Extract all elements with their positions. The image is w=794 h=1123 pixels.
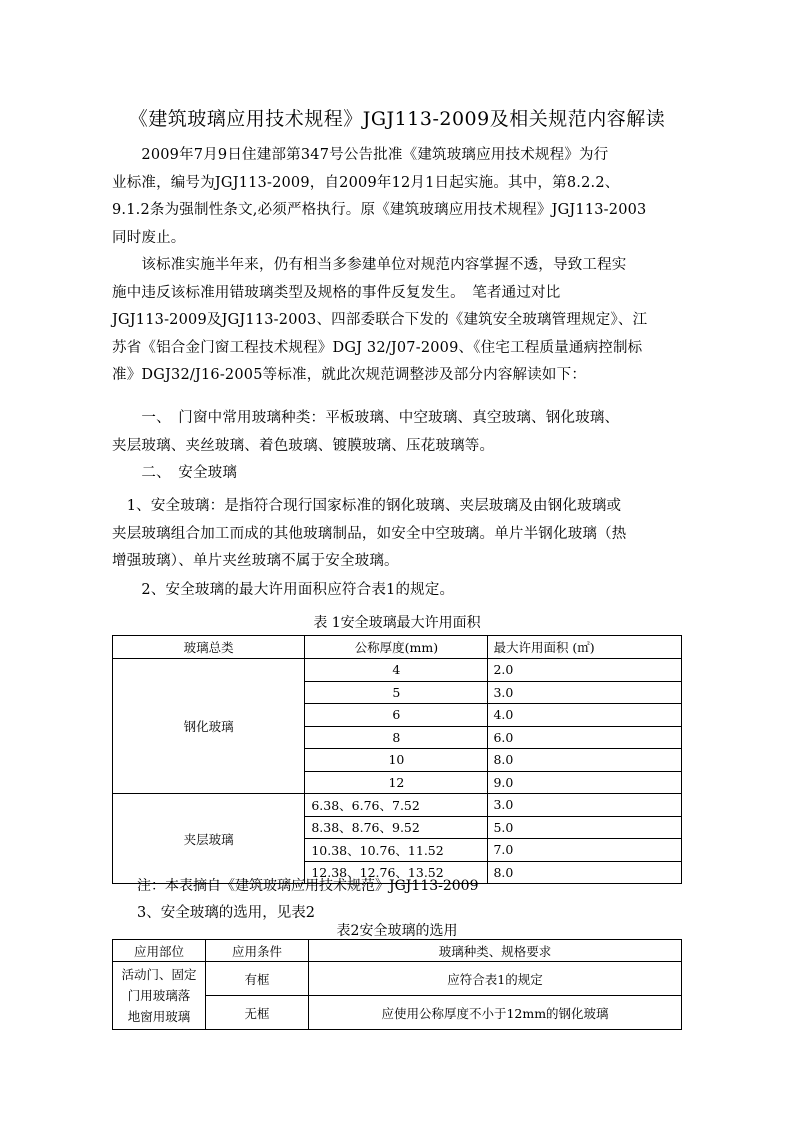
text-line: 9.1.2条为强制性条文,必须严格执行。原《建筑玻璃应用技术规程》JGJ113-2003 [112, 202, 647, 218]
thickness-cell: 12 [305, 771, 488, 794]
header-cell: 玻璃种类、规格要求 [309, 940, 682, 962]
thickness-cell: 12.38、12.76、13.52 [305, 861, 488, 884]
area-cell: 2.0 [488, 659, 682, 682]
thickness-cell: 5 [305, 681, 488, 704]
text-line: 一、 门窗中常用玻璃种类：平板玻璃、中空玻璃、真空玻璃、钢化玻璃、 [112, 410, 620, 426]
header-cell: 玻璃总类 [113, 636, 305, 659]
condition-cell: 有框 [206, 962, 309, 996]
glass-type-cell: 钢化玻璃 [113, 659, 305, 794]
safety-glass-selection-table [112, 939, 682, 1030]
thickness-cell: 4 [305, 659, 488, 682]
text-line: 增强玻璃）、单片夹丝玻璃不属于安全玻璃。 [112, 553, 399, 569]
document-title: 《建筑玻璃应用技术规程》JGJ113-2009及相关规范内容解读 [128, 108, 666, 130]
requirement-cell: 应符合表1的规定 [309, 962, 682, 996]
table1-caption: 表 1安全玻璃最大许用面积 [313, 615, 481, 631]
thickness-cell: 8.38、8.76、9.52 [305, 816, 488, 839]
thickness-cell: 8 [305, 726, 488, 749]
section-glass-types [112, 405, 684, 460]
area-cell: 3.0 [488, 794, 682, 817]
header-cell: 应用部位 [113, 940, 206, 962]
condition-cell: 无框 [206, 996, 309, 1030]
area-cell: 8.0 [488, 861, 682, 884]
max-area-table [112, 635, 682, 884]
requirement-cell: 应使用公称厚度不小于12mm的钢化玻璃 [309, 996, 682, 1030]
text-line: 2009年7月9日住建部第347号公告批准《建筑玻璃应用技术规程》为行 [112, 147, 609, 163]
section-safety-glass-heading: 二、 安全玻璃 [112, 465, 238, 481]
thickness-cell: 6.38、6.76、7.52 [305, 794, 488, 817]
safety-glass-definition [112, 493, 684, 576]
table-header-row [113, 636, 682, 659]
text-line: 准》DGJ32/J16-2005等标准，就此次规范调整涉及部分内容解读如下： [112, 367, 587, 383]
table-row [113, 659, 682, 682]
text-line: 1、安全玻璃：是指符合现行国家标准的钢化玻璃、夹层玻璃及由钢化玻璃或 [112, 498, 622, 514]
text-line: JGJ113-2009及JGJ113-2003、四部委联合下发的《建筑安全玻璃管理规定》、江 [112, 312, 648, 328]
area-cell: 6.0 [488, 726, 682, 749]
text-line: 业标准，编号为JGJ113-2009，自2009年12月1日起实施。其中，第8.2.2、 [112, 174, 620, 191]
intro-paragraph [112, 142, 684, 252]
table-header-row [113, 940, 682, 962]
thickness-cell: 10.38、10.76、11.52 [305, 839, 488, 862]
area-cell: 8.0 [488, 749, 682, 772]
area-cell: 3.0 [488, 681, 682, 704]
area-cell: 4.0 [488, 704, 682, 727]
safety-glass-selection-heading: 3、安全玻璃的选用，见表2 [137, 905, 315, 921]
table2-caption: 表2安全玻璃的选用 [336, 923, 458, 939]
area-cell: 7.0 [488, 839, 682, 862]
glass-type-cell: 夹层玻璃 [113, 794, 305, 884]
thickness-cell: 6 [305, 704, 488, 727]
header-cell: 最大许用面积 (㎡) [488, 636, 682, 659]
text-line: 夹层玻璃、夹丝玻璃、着色玻璃、镀膜玻璃、压花玻璃等。 [112, 437, 495, 454]
area-cell: 9.0 [488, 771, 682, 794]
area-cell: 5.0 [488, 816, 682, 839]
header-cell: 公称厚度(mm) [305, 636, 488, 659]
thickness-cell: 10 [305, 749, 488, 772]
max-area-rule: 2、安全玻璃的最大许用面积应符合表1的规定。 [112, 582, 455, 598]
table-row [113, 794, 682, 817]
text-line: 苏省《铝合金门窗工程技术规程》DGJ 32/J07-2009、《住宅工程质量通病控制标 [112, 339, 643, 356]
text-line: 该标准实施半年来，仍有相当多参建单位对规范内容掌握不透，导致工程实 [112, 257, 627, 273]
header-cell: 应用条件 [206, 940, 309, 962]
application-location-cell: 活动门、固定 门用玻璃落 地窗用玻璃 [113, 962, 206, 1030]
text-line: 夹层玻璃组合加工而成的其他玻璃制品，如安全中空玻璃。单片半钢化玻璃（热 [112, 525, 627, 542]
background-paragraph [112, 252, 684, 390]
text-line: 同时废止。 [112, 229, 186, 246]
text-line: 施中违反该标准用错玻璃类型及规格的事件反复发生。 笔者通过对比 [112, 284, 561, 301]
table1-note: 注：本表摘自《建筑玻璃应用技术规范》JGJ113-2009 [137, 878, 479, 894]
table-row [113, 962, 682, 996]
